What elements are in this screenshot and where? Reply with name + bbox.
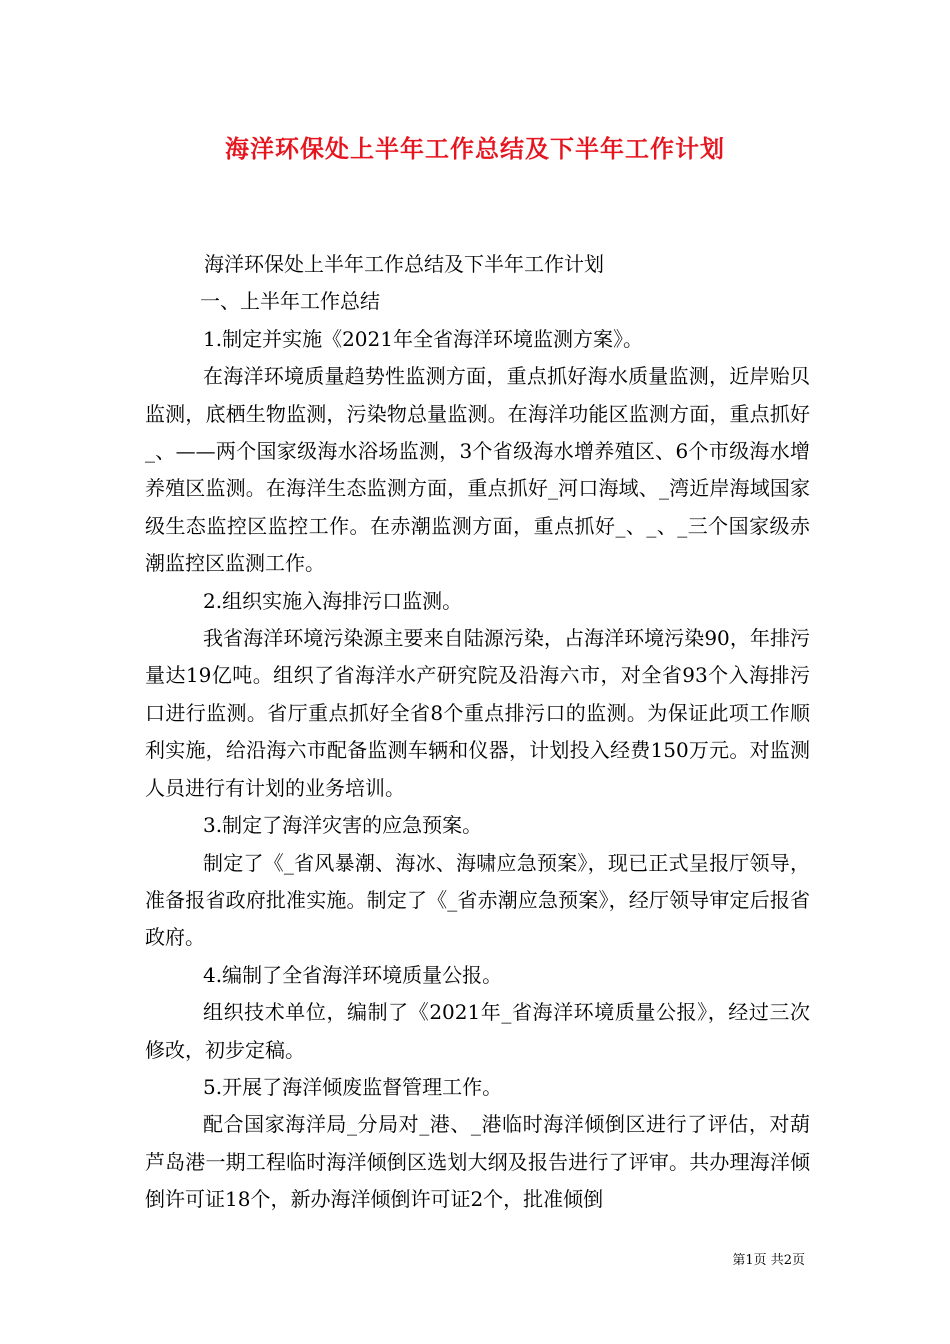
body-subtitle: 海洋环保处上半年工作总结及下半年工作计划 bbox=[204, 252, 604, 276]
item-paragraph: 组织技术单位，编制了《2021年_省海洋环境质量公报》，经过三次修改，初步定稿。 bbox=[145, 1000, 810, 1062]
page-number: 第1页 共2页 bbox=[732, 1253, 805, 1268]
item-paragraph: 我省海洋环境污染源主要来自陆源污染，占海洋环境污染90，年排污量达19亿吨。组织了省海洋水产研究院及沿海六市，对全省93个入海排污口进行监测。省厅重点抓好全省8个重点排污口的监测。为保证此项工作顺利实施，给沿海六市配备监测车辆和仪器，计划投入经费150万元。对监测人员进行有计划的业务培训。 bbox=[145, 626, 810, 800]
item-heading: 4.编制了全省海洋环境质量公报。 bbox=[203, 962, 503, 987]
item-heading: 2.组织实施入海排污口监测。 bbox=[203, 588, 463, 613]
item-heading: 3.制定了海洋灾害的应急预案。 bbox=[203, 813, 483, 838]
item-paragraph: 在海洋环境质量趋势性监测方面，重点抓好海水质量监测，近岸贻贝监测，底栖生物监测，污染物总量监测。在海洋功能区监测方面，重点抓好_、——两个国家级海水浴场监测，3个省级海水增养殖区、6个市级海水增养殖区监测。在海洋生态监测方面，重点抓好_河口海域、_湾近岸海域国家级生态监控区监控工作。在赤潮监测方面，重点抓好_、_、_三个国家级赤潮监控区监测工作。 bbox=[145, 364, 810, 576]
item-heading: 1.制定并实施《2021年全省海洋环境监测方案》。 bbox=[203, 326, 643, 351]
document-body bbox=[145, 246, 810, 1219]
section-heading: 一、上半年工作总结 bbox=[200, 289, 380, 314]
document-title: 海洋环保处上半年工作总结及下半年工作计划 bbox=[225, 134, 725, 163]
item-heading: 5.开展了海洋倾废监督管理工作。 bbox=[203, 1074, 503, 1099]
item-paragraph: 制定了《_省风暴潮、海冰、海啸应急预案》，现已正式呈报厅领导，准备报省政府批准实施。制定了《_省赤潮应急预案》，经厅领导审定后报省政府。 bbox=[145, 850, 810, 950]
item-paragraph: 配合国家海洋局_分局对_港、_港临时海洋倾倒区进行了评估，对葫芦岛港一期工程临时海洋倾倒区选划大纲及报告进行了评审。共办理海洋倾倒许可证18个，新办海洋倾倒许可证2个，批准倾倒 bbox=[145, 1112, 810, 1212]
